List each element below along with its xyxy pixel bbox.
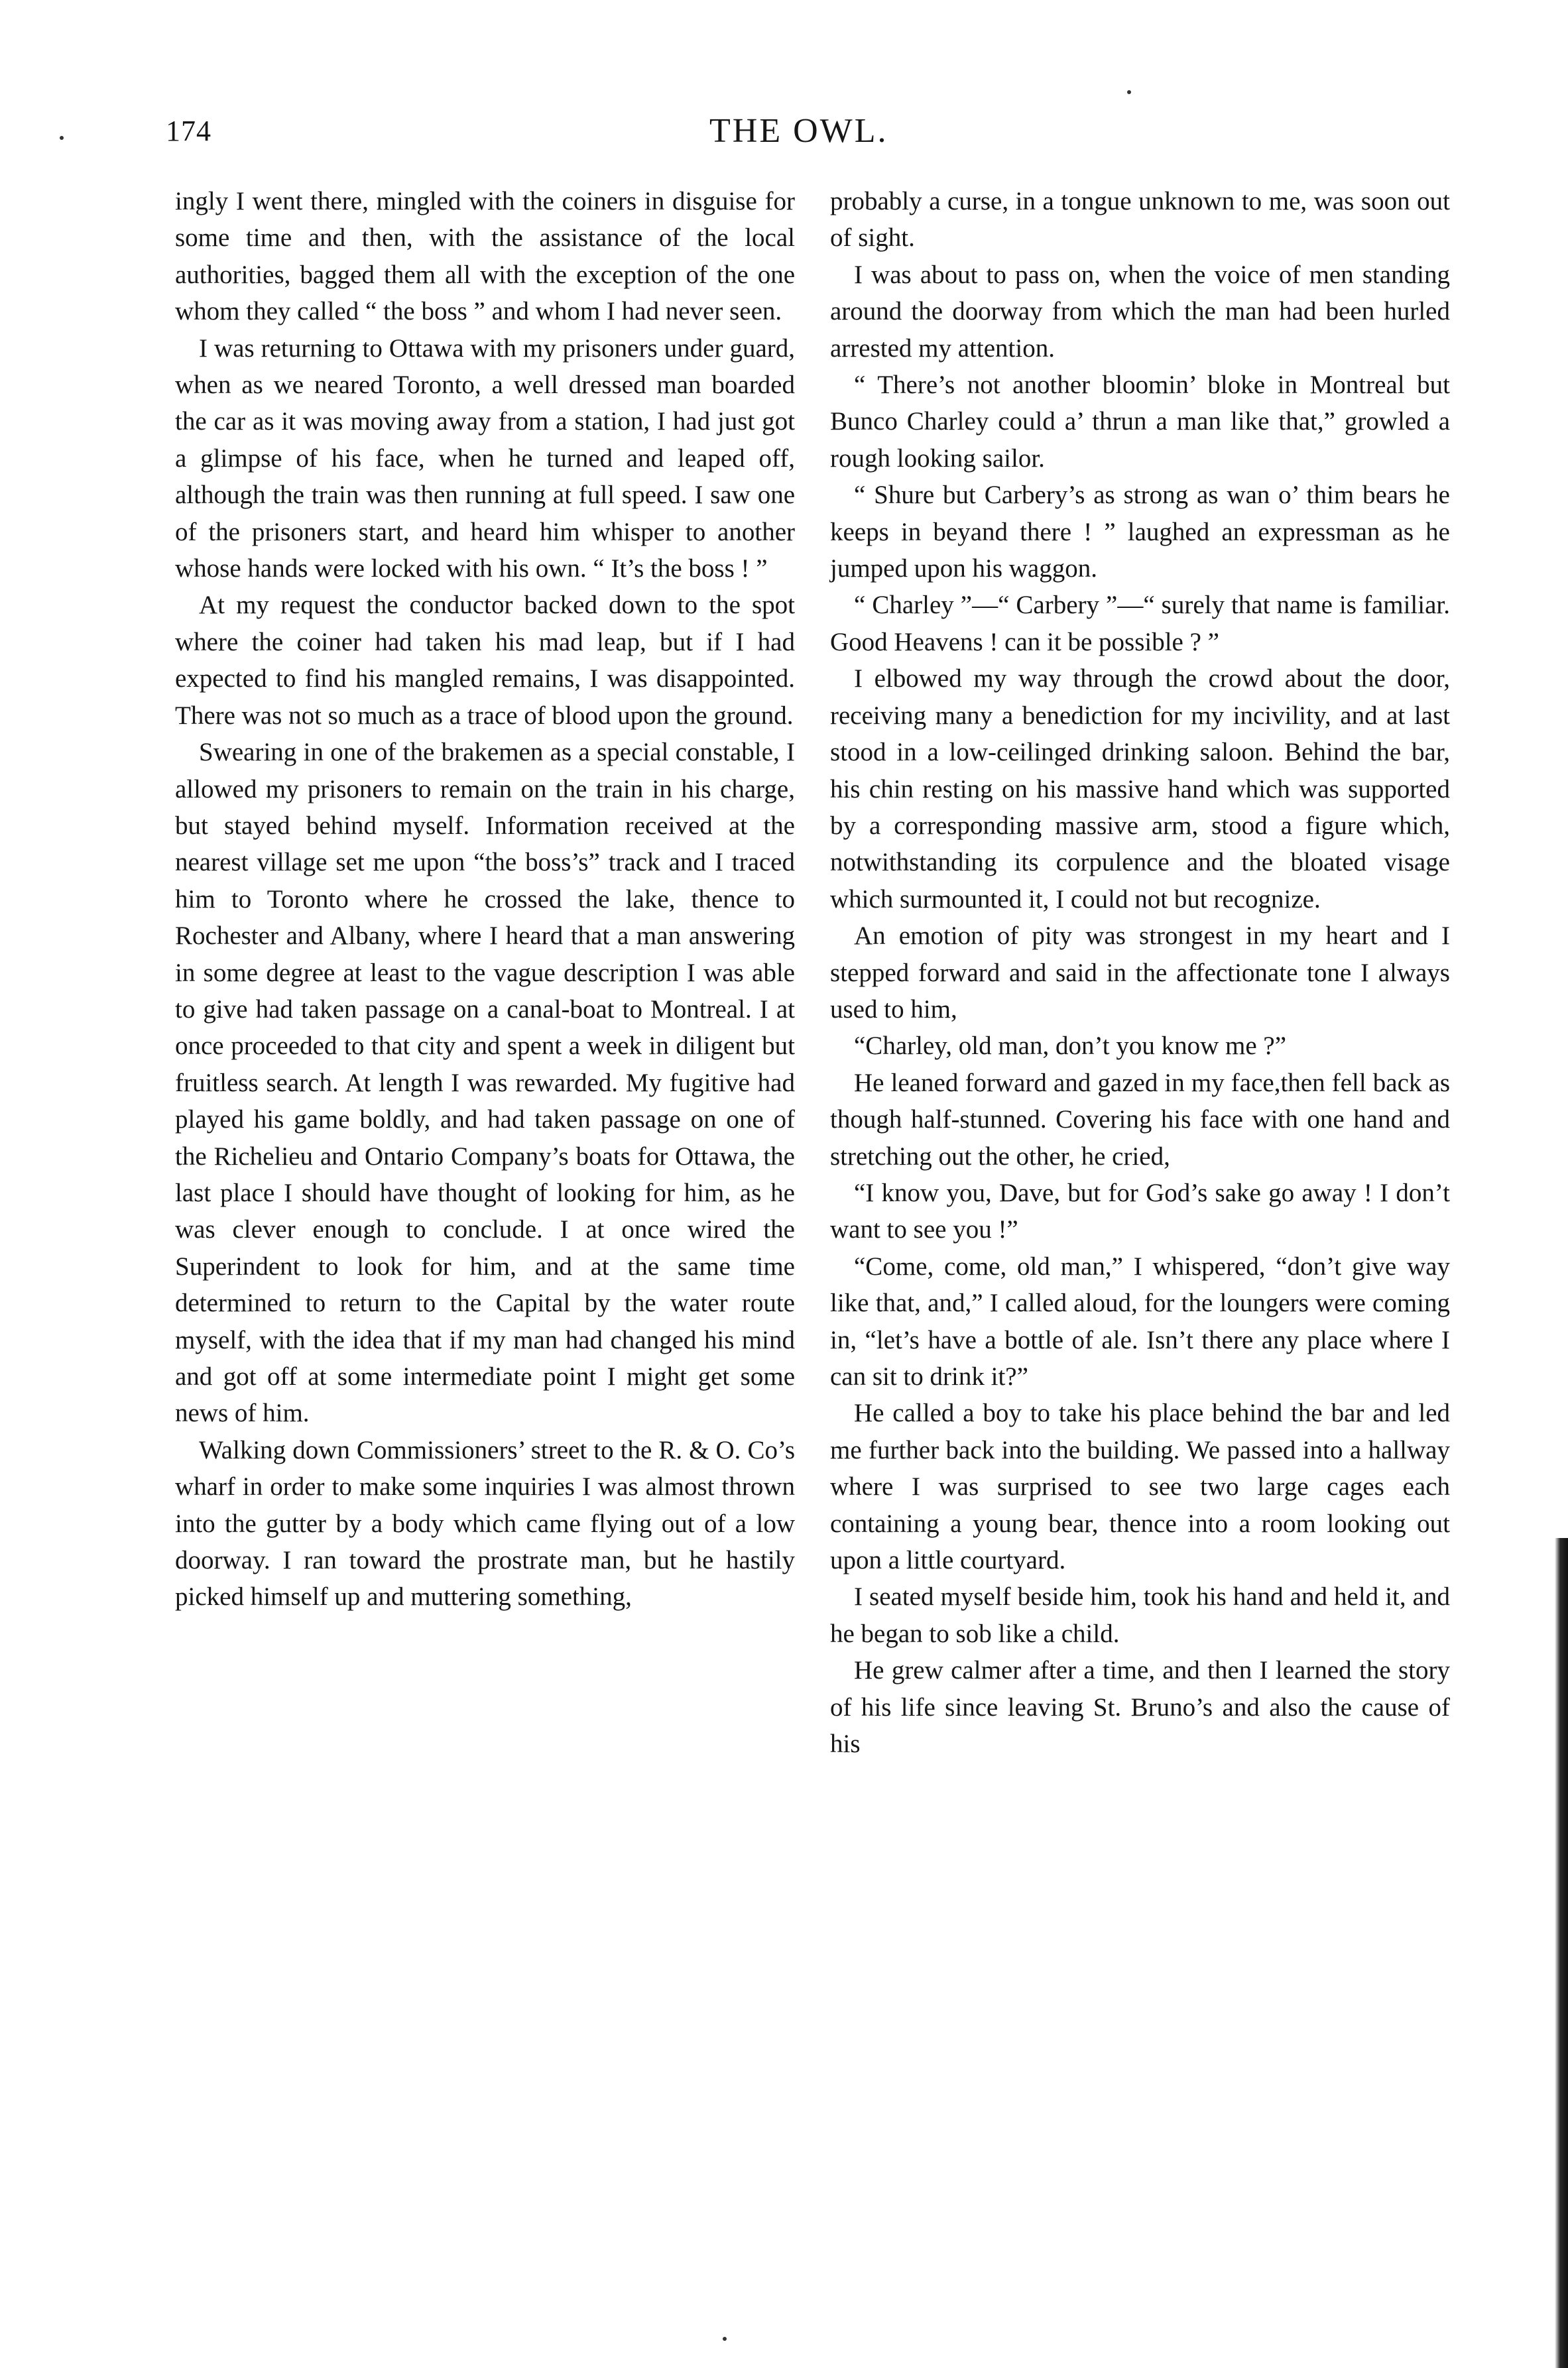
paragraph: I was returning to Ottawa with my prisoners under guard, when as we neared Toronto, a well dressed man boarded the car as it was moving away from a station, I had just got a glimpse of his face, when he turned and leaped off, although the train was then running at full speed. I saw one of the prisoners start, and heard him whisper to another whose hands were locked with his own. “ It’s the boss ! ” bbox=[175, 333, 795, 583]
scan-speck bbox=[1127, 90, 1131, 94]
paragraph: He leaned forward and gazed in my face,then fell back as though half-stunned. Covering his face with one hand and stretching out the other, he cried, bbox=[830, 1068, 1450, 1171]
paragraph: I elbowed my way through the crowd about the door, receiving many a benediction for my incivility, and at last stood in a low-ceilinged drinking saloon. Behind the bar, his chin resting on his massive hand which was supported by a corresponding massive arm, stood a figure which, notwithstanding its corpulence and the bloated visage which surmounted it, I could not but recognize. bbox=[830, 664, 1450, 914]
paragraph: At my request the conductor backed down to the spot where the coiner had taken his mad leap, but if I had expected to find his mangled remains, I was disappointed. There was not so much as a trace of blood upon the ground. bbox=[175, 591, 795, 730]
running-head-title: THE OWL. bbox=[709, 112, 888, 150]
scan-edge-shadow bbox=[1555, 1538, 1568, 2368]
paragraph: “Charley, old man, don’t you know me ?” bbox=[854, 1032, 1287, 1061]
paragraph: “I know you, Dave, but for God’s sake go away ! I don’t want to see you !” bbox=[830, 1178, 1450, 1244]
page-number: 174 bbox=[166, 115, 211, 147]
right-column bbox=[830, 183, 1450, 1762]
paragraph: Swearing in one of the brakemen as a special constable, I allowed my prisoners to remain on the train in his charge, but stayed behind myself. Information received at the nearest village set me upon “the boss’s” track and I traced him to Toronto where he crossed the lake, thence to Rochester and Albany, where I heard that a man answering in some degree at least to the vague description I was able to give had taken passage on a canal-boat to Montreal. I at once proceeded to that city and spent a week in diligent but fruitless search. At length I was rewarded. My fugitive had played his game boldly, and had taken passage on one of the Richelieu and Ontario Company’s boats for Ottawa, the last place I should have thought of looking for him, as he was clever enough to conclude. I at once wired the Superindent to look for him, and at the same time determined to return to the Capital by the water route myself, with the idea that if my man had changed his mind and got off at some intermediate point I might get some news of him. bbox=[175, 738, 795, 1428]
paragraph: He grew calmer after a time, and then I learned the story of his life since leaving St. Bruno’s and also the cause of his bbox=[830, 1656, 1450, 1759]
paragraph: He called a boy to take his place behind the bar and led me further back into the building. We passed into a hallway where I was surprised to see two large cages each containing a young bear, thence into a room looking out upon a little courtyard. bbox=[830, 1399, 1450, 1575]
paragraph: I was about to pass on, when the voice of men standing around the doorway from which the man had been hurled arrested my attention. bbox=[830, 260, 1450, 363]
paragraph: Walking down Commissioners’ street to the R. & O. Co’s wharf in order to make some inquiries I was almost thrown into the gutter by a body which came flying out of a low doorway. I ran toward the prostrate man, but he hastily picked himself up and muttering something, bbox=[175, 1435, 795, 1612]
left-column bbox=[175, 183, 795, 1616]
scan-speck bbox=[60, 136, 64, 140]
paragraph: “Come, come, old man,” I whispered, “don’t give way like that, and,” I called aloud, for the loungers were coming in, “let’s have a bottle of ale. Isn’t there any place where I can sit to drink it?” bbox=[830, 1252, 1450, 1391]
paragraph: An emotion of pity was strongest in my heart and I stepped forward and said in the affectionate tone I always used to him, bbox=[830, 921, 1450, 1024]
paragraph: “ There’s not another bloomin’ bloke in Montreal but Bunco Charley could a’ thrun a man like that,” growled a rough looking sailor. bbox=[830, 371, 1450, 473]
paragraph: I seated myself beside him, took his hand and held it, and he began to sob like a child. bbox=[830, 1582, 1450, 1648]
paragraph: “ Charley ”—“ Carbery ”—“ surely that name is familiar. Good Heavens ! can it be possible ? ” bbox=[830, 591, 1450, 656]
scan-speck bbox=[723, 2337, 727, 2341]
paragraph: “ Shure but Carbery’s as strong as wan o’ thim bears he keeps in beyand there ! ” laughed an expressman as he jumped upon his waggon. bbox=[830, 481, 1450, 583]
paragraph: probably a curse, in a tongue unknown to me, was soon out of sight. bbox=[830, 187, 1450, 253]
paragraph: ingly I went there, mingled with the coiners in disguise for some time and then, with the assistance of the local authorities, bagged them all with the exception of the one whom they called “ the boss ” and whom I had never seen. bbox=[175, 187, 795, 326]
